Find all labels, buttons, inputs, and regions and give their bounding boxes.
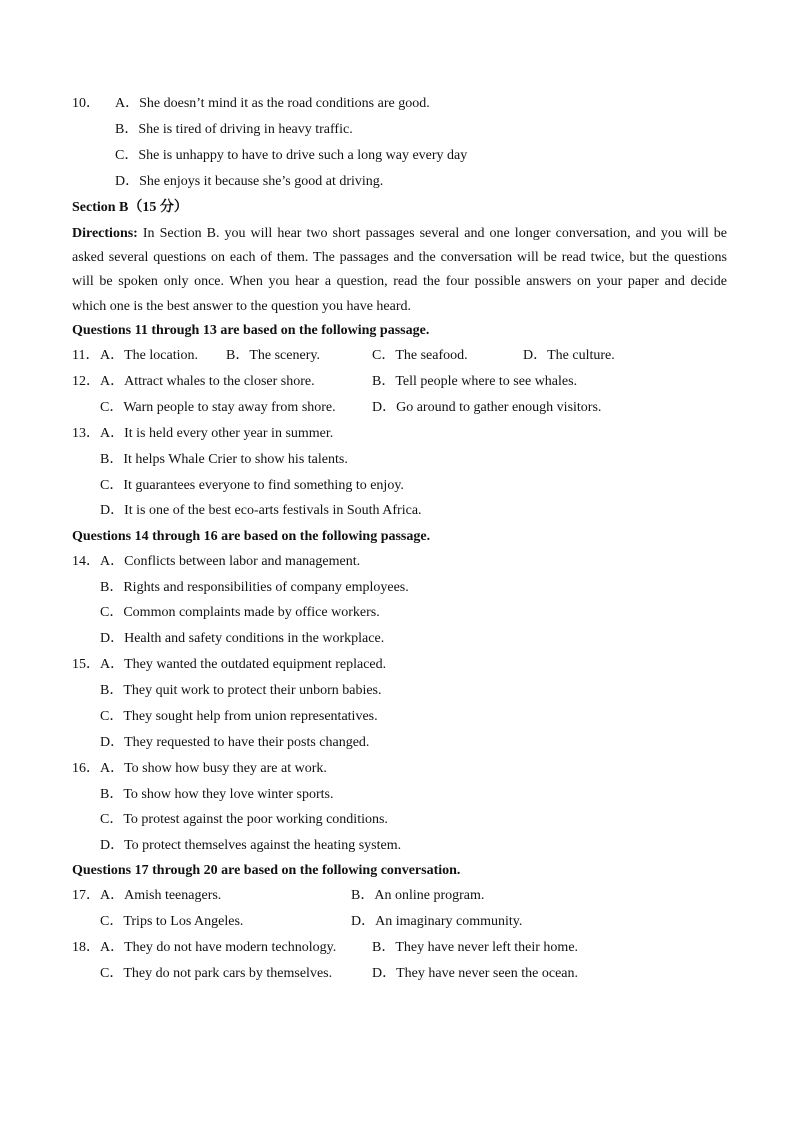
group-heading: Questions 17 through 20 are based on the following conversation. [72,863,461,878]
option-a: A．The location. [100,348,198,363]
option-d: D．Go around to gather enough visitors. [372,400,602,415]
option-b: B．To show how they love winter sports. [100,787,334,802]
option-b: B．She is tired of driving in heavy traffic. [115,122,353,137]
option-c: C．It guarantees everyone to find something to enjoy. [100,478,404,493]
option-b: B．Tell people where to see whales. [372,374,578,389]
directions-text: In Section B. you will hear two short passages several and one longer conversation, and you will be [142,226,728,241]
question-number: 13． [72,426,100,441]
directions-line: which one is the best answer to the question you have heard. [72,299,412,314]
option-d: D．To protect themselves against the heating system. [100,838,402,853]
option-a: A．Conflicts between labor and management. [100,554,361,569]
option-d: D．Health and safety conditions in the workplace. [100,631,385,646]
option-a: A．It is held every other year in summer. [100,426,334,441]
option-a: A．They wanted the outdated equipment replaced. [100,657,387,672]
group-heading: Questions 11 through 13 are based on the following passage. [72,323,430,338]
directions-line: will be spoken only once. When you hear a question, read the four possible answers on your paper and decide [72,274,727,289]
option-c: C．Trips to Los Angeles. [100,914,244,929]
option-b: B．They have never left their home. [372,940,579,955]
question-number: 16． [72,761,100,776]
directions-line: asked several questions on each of them. The passages and the conversation will be read twice, but the questions [72,250,727,265]
directions-line [72,225,727,243]
directions-label: Directions: [72,226,138,241]
option-b: B．An online program. [351,888,485,903]
option-c: C．She is unhappy to have to drive such a long way every day [115,148,468,163]
question-number: 18． [72,940,100,955]
question-number: 17． [72,888,100,903]
question-number: 12． [72,374,100,389]
question-number: 10． [72,96,100,111]
option-b: B．They quit work to protect their unborn babies. [100,683,382,698]
option-d: D．She enjoys it because she’s good at driving. [115,174,384,189]
option-b: B．It helps Whale Crier to show his talents. [100,452,348,467]
option-c: C．Warn people to stay away from shore. [100,400,336,415]
option-d: D．The culture. [523,348,615,363]
option-a: A．They do not have modern technology. [100,940,337,955]
option-a: A．To show how busy they are at work. [100,761,327,776]
option-b: B．The scenery. [226,348,320,363]
option-d: D．It is one of the best eco-arts festivals in South Africa. [100,503,422,518]
group-heading: Questions 14 through 16 are based on the following passage. [72,529,431,544]
option-c: C．Common complaints made by office workers. [100,605,380,620]
option-d: D．They have never seen the ocean. [372,966,579,981]
option-b: B．Rights and responsibilities of company employees. [100,580,409,595]
question-number: 11． [72,348,100,363]
option-d: D．They requested to have their posts changed. [100,735,370,750]
option-a: A．Amish teenagers. [100,888,222,903]
option-c: C．To protest against the poor working conditions. [100,812,388,827]
option-a: A．Attract whales to the closer shore. [100,374,315,389]
option-d: D．An imaginary community. [351,914,523,929]
section-heading: Section B（15 分） [72,200,188,215]
option-c: C．They sought help from union representatives. [100,709,378,724]
option-a: A．She doesn’t mind it as the road conditions are good. [115,96,430,111]
option-c: C．They do not park cars by themselves. [100,966,333,981]
option-c: C．The seafood. [372,348,468,363]
question-number: 14． [72,554,100,569]
question-number: 15． [72,657,100,672]
